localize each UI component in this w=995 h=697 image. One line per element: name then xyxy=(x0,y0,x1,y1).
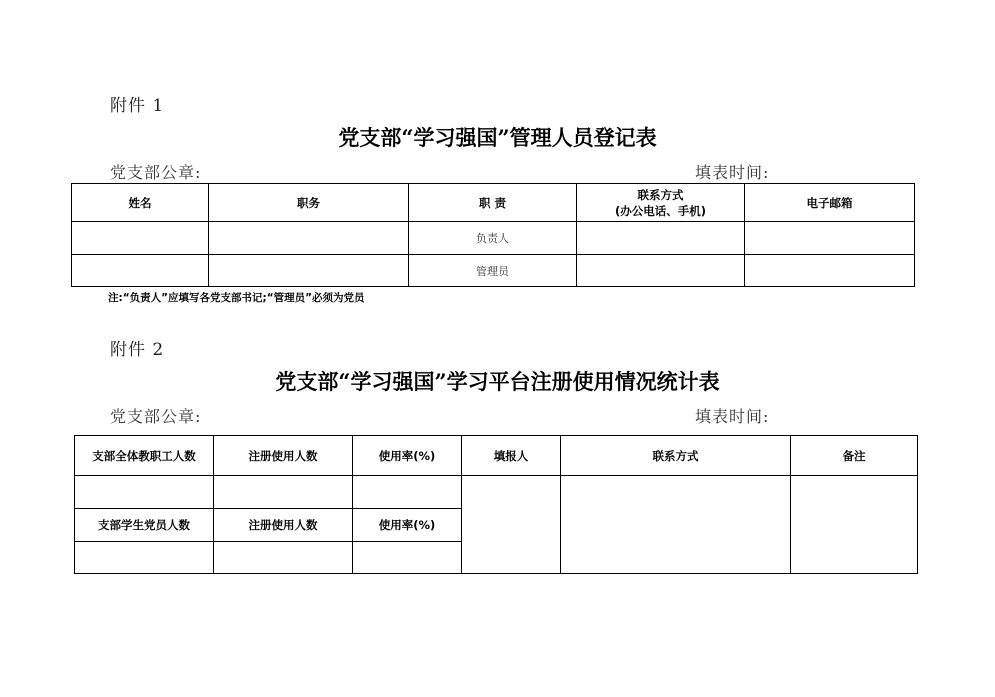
table-row xyxy=(72,255,915,287)
position-cell[interactable] xyxy=(209,255,409,287)
form2-seal-label: 党支部公章: xyxy=(110,407,202,426)
name-cell[interactable] xyxy=(72,255,209,287)
contact-cell[interactable] xyxy=(561,476,791,574)
header-position: 职务 xyxy=(209,184,409,222)
header-remarks: 备注 xyxy=(791,436,918,476)
header-duty: 职 责 xyxy=(409,184,577,222)
email-cell[interactable] xyxy=(745,255,915,287)
remarks-cell[interactable] xyxy=(791,476,918,574)
header-registered: 注册使用人数 xyxy=(214,436,353,476)
header-staff-total: 支部全体教职工人数 xyxy=(75,436,214,476)
header-contact: 联系方式 xyxy=(561,436,791,476)
staff-total-cell[interactable] xyxy=(75,476,214,509)
attachment-2-label: 附件 2 xyxy=(110,340,165,360)
attachment-1-label: 附件 1 xyxy=(110,96,165,116)
table-header-row xyxy=(75,436,918,476)
subheader-student-members: 支部学生党员人数 xyxy=(75,509,214,542)
form1-title: 党支部“学习强国”管理人员登记表 xyxy=(338,125,657,150)
position-cell[interactable] xyxy=(209,222,409,255)
name-cell[interactable] xyxy=(72,222,209,255)
student-registered-cell[interactable] xyxy=(214,542,353,574)
header-contact-line2: (办公电话、手机) xyxy=(614,203,706,218)
subheader-usage-rate: 使用率(%) xyxy=(353,509,462,542)
student-members-cell[interactable] xyxy=(75,542,214,574)
header-email: 电子邮箱 xyxy=(745,184,915,222)
header-usage-rate: 使用率(%) xyxy=(353,436,462,476)
form1-fill-time-label: 填表时间: xyxy=(695,163,770,182)
usage-rate-cell[interactable] xyxy=(353,476,462,509)
duty-cell: 负责人 xyxy=(409,222,577,255)
filler-cell[interactable] xyxy=(462,476,561,574)
form2-fill-time-label: 填表时间: xyxy=(695,407,770,426)
form1-seal-label: 党支部公章: xyxy=(110,163,202,182)
table-row xyxy=(75,476,918,509)
header-name: 姓名 xyxy=(72,184,209,222)
header-contact xyxy=(577,184,745,222)
contact-cell[interactable] xyxy=(577,255,745,287)
manager-registration-table xyxy=(71,183,915,287)
form1-note: 注:“负责人”应填写各党支部书记;“管理员”必须为党员 xyxy=(108,292,365,304)
duty-cell: 管理员 xyxy=(409,255,577,287)
student-usage-rate-cell[interactable] xyxy=(353,542,462,574)
email-cell[interactable] xyxy=(745,222,915,255)
usage-statistics-table xyxy=(74,435,918,574)
form2-title: 党支部“学习强国”学习平台注册使用情况统计表 xyxy=(275,369,720,394)
header-filler: 填报人 xyxy=(462,436,561,476)
table-row xyxy=(72,222,915,255)
table-header-row xyxy=(72,184,915,222)
subheader-registered: 注册使用人数 xyxy=(214,509,353,542)
header-contact-line1: 联系方式 xyxy=(637,187,684,202)
registered-cell[interactable] xyxy=(214,476,353,509)
contact-cell[interactable] xyxy=(577,222,745,255)
